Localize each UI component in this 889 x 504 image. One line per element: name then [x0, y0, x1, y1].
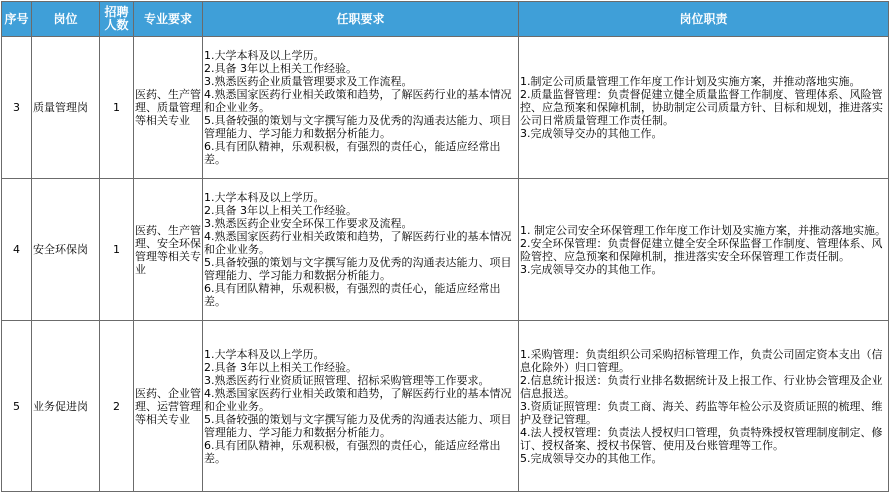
count-cell: 1: [100, 179, 134, 321]
requirement-item: 3.熟悉医药企业安全环保工作要求及流程。: [204, 217, 413, 230]
duty-item: 1. 制定公司安全环保管理工作年度工作计划及实施方案，并推动落地实施。: [520, 223, 886, 237]
position-cell: 安全环保岗: [32, 179, 100, 321]
duties-cell: [519, 179, 889, 321]
requirement-item: 6.具有团队精神，乐观积极，有强烈的责任心，能适应经常出差。: [204, 438, 501, 465]
count-cell: 2: [100, 321, 134, 492]
seq-cell: 3: [2, 37, 32, 179]
requirements-cell: [203, 179, 519, 321]
duty-item: 1.采购管理：负责组织公司采购招标管理工作，负责公司固定资本支出（信息化除外）归口管理。: [520, 347, 883, 374]
header-major: 专业要求: [134, 2, 203, 37]
requirement-item: 5.具备较强的策划与文字撰写能力及优秀的沟通表达能力、项目管理能力、学习能力和数据分析能力。: [204, 114, 512, 140]
requirement-item: 3.熟悉医药行业资质证照管理、招标采购管理等工作要求。: [204, 373, 490, 387]
requirement-item: 2.具备 3年以上相关工作经验。: [204, 62, 357, 75]
table-row: [2, 321, 889, 492]
duty-item: 5.完成领导交办的其他工作。: [520, 451, 663, 465]
seq-cell: 4: [2, 179, 32, 321]
requirement-item: 4.熟悉国家医药行业相关政策和趋势，了解医药行业的基本情况和企业业务。: [204, 386, 512, 413]
duty-item: 2.质量监督管理：负责督促建立健全质量监督工作制度、管理体系、风险管控、应急预案和保障机制，协助制定公司质量方针、目标和规划，推进落实公司日常质量管理工作责任制。: [520, 88, 883, 127]
header-seq: 序号: [2, 2, 32, 37]
header-count: 招聘人数: [100, 2, 134, 37]
major-cell: 医药、生产管理、质量管理等相关专业: [134, 37, 203, 179]
table-row: [2, 179, 889, 321]
requirement-item: 6.具有团队精神，乐观积极，有强烈的责任心，能适应经常出差。: [204, 282, 501, 308]
duty-item: 3.完成领导交办的其他工作。: [520, 262, 663, 276]
requirements-cell: [203, 37, 519, 179]
header-position: 岗位: [32, 2, 100, 37]
requirement-item: 3.熟悉医药企业质量管理要求及工作流程。: [204, 75, 413, 88]
requirement-item: 1.大学本科及以上学历。: [204, 191, 325, 204]
requirement-item: 6.具有团队精神，乐观积极，有强烈的责任心，能适应经常出差。: [204, 140, 501, 166]
major-cell: 医药、生产管理、安全环保管理等相关专业: [134, 179, 203, 321]
duty-item: 4.法人授权管理：负责法人授权归口管理，负责特殊授权管理制度制定、修订、授权备案、授权书保管、使用及台账管理等工作。: [520, 425, 883, 452]
duty-item: 3.资质证照管理：负责工商、海关、药监等年检公示及资质证照的梳理、维护及登记管理。: [520, 399, 883, 426]
duty-item: 1.制定公司质量管理工作年度工作计划及实施方案，并推动落地实施。: [520, 75, 861, 88]
duty-item: 2.安全环保管理：负责督促建立健全安全环保监督工作制度、管理体系、风险管控、应急预案和保障机制，推进落实安全环保管理工作责任制。: [520, 236, 883, 263]
header-row: [2, 2, 889, 37]
duties-cell: [519, 321, 889, 492]
requirement-item: 2.具备 3年以上相关工作经验。: [204, 360, 357, 374]
position-cell: 质量管理岗: [32, 37, 100, 179]
seq-cell: 5: [2, 321, 32, 492]
table-row: [2, 37, 889, 179]
requirement-item: 5.具备较强的策划与文字撰写能力及优秀的沟通表达能力、项目管理能力、学习能力和数据分析能力。: [204, 256, 512, 282]
header-requirements: 任职要求: [203, 2, 519, 37]
requirement-item: 2.具备 3年以上相关工作经验。: [204, 204, 357, 217]
requirement-item: 4.熟悉国家医药行业相关政策和趋势，了解医药行业的基本情况和企业业务。: [204, 88, 512, 114]
recruitment-table: [1, 1, 889, 492]
count-cell: 1: [100, 37, 134, 179]
requirement-item: 4.熟悉国家医药行业相关政策和趋势，了解医药行业的基本情况和企业业务。: [204, 230, 512, 256]
major-cell: 医药、企业管理、运营管理等相关专业: [134, 321, 203, 492]
duty-item: 3.完成领导交办的其他工作。: [520, 127, 663, 140]
header-duties: 岗位职责: [519, 2, 889, 37]
requirements-cell: [203, 321, 519, 492]
requirement-item: 5.具备较强的策划与文字撰写能力及优秀的沟通表达能力、项目管理能力、学习能力和数据分析能力。: [204, 412, 512, 439]
duties-cell: [519, 37, 889, 179]
requirement-item: 1.大学本科及以上学历。: [204, 49, 325, 62]
duty-item: 2.信息统计报送：负责行业排名数据统计及上报工作、行业协会管理及企业信息报送。: [520, 373, 883, 400]
requirement-item: 1.大学本科及以上学历。: [204, 347, 325, 361]
position-cell: 业务促进岗: [32, 321, 100, 492]
